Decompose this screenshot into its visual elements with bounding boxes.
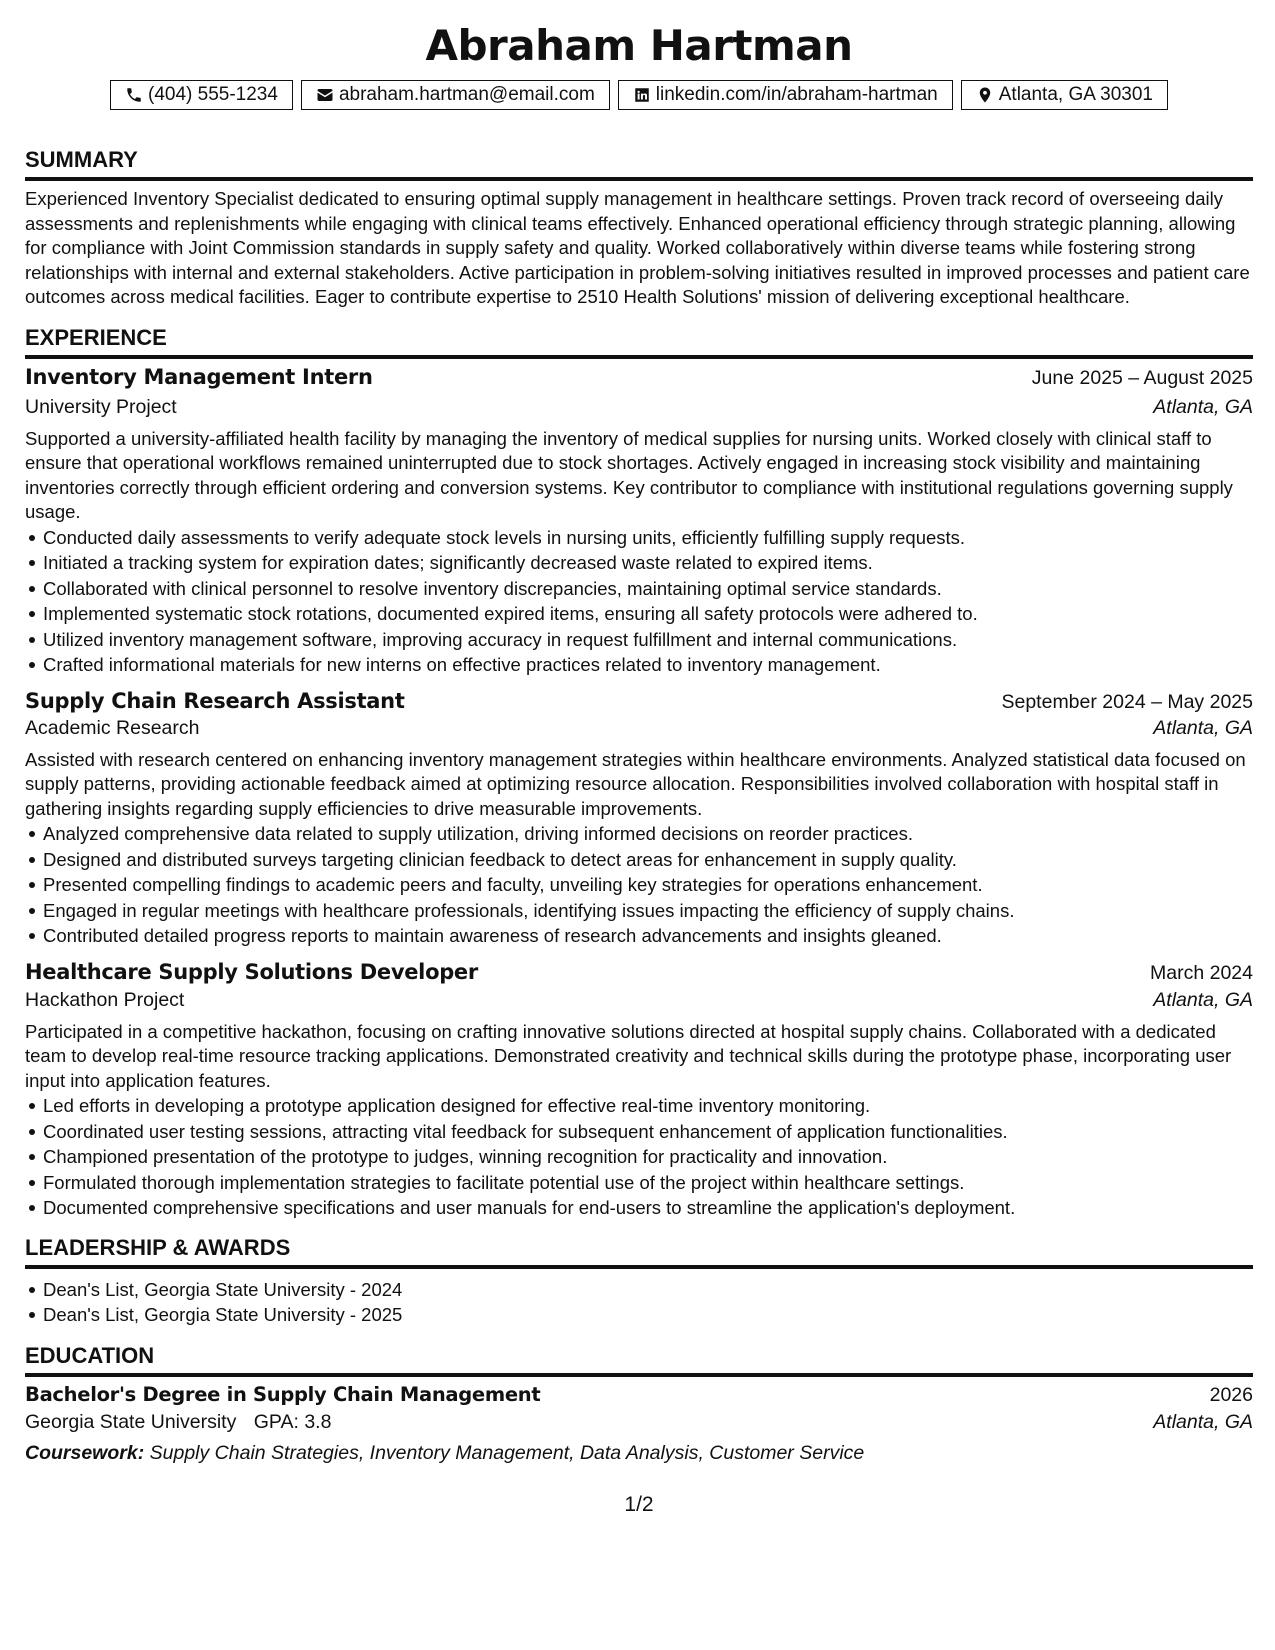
list-item: Formulated thorough implementation strategies to facilitate potential use of the project within healthcare settings.	[43, 1170, 1253, 1196]
list-item: Collaborated with clinical personnel to resolve inventory discrepancies, maintaining optimal service standards.	[43, 576, 1253, 602]
coursework-line	[25, 1442, 1253, 1465]
page-number: 1/2	[624, 1493, 654, 1516]
job-dates: March 2024	[1150, 961, 1253, 984]
linkedin-text: linkedin.com/in/abraham-hartman	[655, 84, 938, 105]
linkedin-icon	[633, 86, 651, 104]
school-name: Georgia State University	[25, 1410, 237, 1433]
map-pin-icon	[976, 86, 994, 104]
job-bullets	[25, 821, 1253, 949]
experience-section	[25, 325, 1253, 1221]
location-text: Atlanta, GA 30301	[998, 84, 1153, 105]
resume-page	[25, 20, 1253, 1516]
email-text: abraham.hartman@email.com	[338, 84, 595, 105]
phone-text: (404) 555-1234	[148, 84, 278, 105]
job-location: Atlanta, GA	[1153, 395, 1253, 418]
contact-bar	[25, 80, 1253, 110]
summary-section	[25, 147, 1253, 310]
job-organization: University Project	[25, 395, 177, 418]
list-item: Championed presentation of the prototype to judges, winning recognition for practicality and innovation.	[43, 1144, 1253, 1170]
list-item: Implemented systematic stock rotations, documented expired items, ensuring all safety protocols were adhered to.	[43, 601, 1253, 627]
list-item: Coordinated user testing sessions, attracting vital feedback for subsequent enhancement of application functionalities.	[43, 1119, 1253, 1145]
list-item: Dean's List, Georgia State University - 2024	[43, 1277, 1253, 1303]
candidate-name: Abraham Hartman	[425, 21, 853, 70]
degree-title: Bachelor's Degree in Supply Chain Management	[25, 1382, 541, 1406]
summary-text: Experienced Inventory Specialist dedicated to ensuring optimal supply management in healthcare settings. Proven track record of overseeing daily assessments and replenishments while engaging with clinical teams effectively. Enhanced operational efficiency through strategic planning, allowing for compliance with Joint Commission standards in supply safety and quality. Worked collaboratively within diverse teams while fostering strong relationships with internal and external stakeholders. Active participation in problem-solving initiatives resulted in improved processes and patient care outcomes across medical facilities. Eager to contribute expertise to 2510 Health Solutions' mission of delivering exceptional healthcare.	[25, 188, 1250, 307]
list-item: Utilized inventory management software, improving accuracy in request fulfillment and internal communications.	[43, 627, 1253, 653]
job-location: Atlanta, GA	[1153, 716, 1253, 739]
coursework-label: Coursework:	[25, 1441, 145, 1464]
education-heading: EDUCATION	[25, 1343, 1253, 1377]
job-title: Healthcare Supply Solutions Developer	[25, 959, 478, 984]
contact-location	[961, 80, 1168, 110]
list-item: Led efforts in developing a prototype application designed for effective real-time inventory monitoring.	[43, 1093, 1253, 1119]
list-item: Designed and distributed surveys targeting clinician feedback to detect areas for enhancement in supply quality.	[43, 847, 1253, 873]
job-bullets	[25, 1093, 1253, 1221]
list-item: Analyzed comprehensive data related to supply utilization, driving informed decisions on reorder practices.	[43, 821, 1253, 847]
job-title: Supply Chain Research Assistant	[25, 688, 405, 713]
job-description: Supported a university-affiliated health facility by managing the inventory of medical supplies for nursing units. Worked closely with clinical staff to ensure that operational workflows remained uninterrupted due to stock shortages. Actively engaged in increasing stock visibility and maintaining inventories correctly through efficient ordering and conversion systems. Key contributor to compliance with institutional regulations governing supply usage.	[25, 427, 1233, 522]
job-title: Inventory Management Intern	[25, 364, 373, 389]
list-item: Dean's List, Georgia State University - 2025	[43, 1302, 1253, 1328]
phone-icon	[125, 86, 143, 104]
awards-list	[25, 1277, 1253, 1328]
graduation-year: 2026	[1209, 1383, 1253, 1406]
leadership-section	[25, 1235, 1253, 1328]
list-item: Presented compelling findings to academic peers and faculty, unveiling key strategies for operations enhancement.	[43, 872, 1253, 898]
job-bullets	[25, 525, 1253, 678]
coursework-text: Supply Chain Strategies, Inventory Management, Data Analysis, Customer Service	[149, 1441, 865, 1464]
list-item: Crafted informational materials for new interns on effective practices related to inventory management.	[43, 652, 1253, 678]
job-entry	[25, 365, 1253, 678]
experience-heading: EXPERIENCE	[25, 325, 1253, 359]
list-item: Documented comprehensive specifications and user manuals for end-users to streamline the application's deployment.	[43, 1195, 1253, 1221]
job-location: Atlanta, GA	[1153, 988, 1253, 1011]
job-description: Participated in a competitive hackathon, focusing on crafting innovative solutions directed at hospital supply chains. Collaborated with a dedicated team to develop real-time resource tracking applications. Demonstrated creativity and technical skills during the prototype phase, incorporating user input into application features.	[25, 1020, 1232, 1091]
list-item: Initiated a tracking system for expiration dates; significantly decreased waste related to expired items.	[43, 550, 1253, 576]
job-organization: Hackathon Project	[25, 988, 185, 1011]
list-item: Engaged in regular meetings with healthcare professionals, identifying issues impacting the efficiency of supply chains.	[43, 898, 1253, 924]
contact-email[interactable]	[301, 80, 610, 110]
summary-heading: SUMMARY	[25, 147, 1253, 181]
envelope-icon	[316, 86, 334, 104]
contact-phone[interactable]	[110, 80, 293, 110]
job-entry	[25, 960, 1253, 1221]
school-location: Atlanta, GA	[1153, 1410, 1253, 1433]
education-section	[25, 1343, 1253, 1465]
job-entry	[25, 689, 1253, 949]
list-item: Conducted daily assessments to verify adequate stock levels in nursing units, efficiently fulfilling supply requests.	[43, 525, 1253, 551]
job-description: Assisted with research centered on enhancing inventory management strategies within healthcare environments. Analyzed statistical data focused on supply patterns, providing actionable feedback aimed at optimizing resource allocation. Responsibilities involved collaboration with hospital staff in gathering insights regarding supply efficiencies to drive measurable improvements.	[25, 748, 1246, 819]
leadership-heading: LEADERSHIP & AWARDS	[25, 1235, 1253, 1269]
job-organization: Academic Research	[25, 716, 200, 739]
job-dates: September 2024 – May 2025	[1001, 690, 1253, 713]
contact-linkedin[interactable]	[618, 80, 953, 110]
gpa: GPA: 3.8	[253, 1410, 332, 1433]
list-item: Contributed detailed progress reports to maintain awareness of research advancements and insights gleaned.	[43, 923, 1253, 949]
job-dates: June 2025 – August 2025	[1031, 366, 1253, 389]
